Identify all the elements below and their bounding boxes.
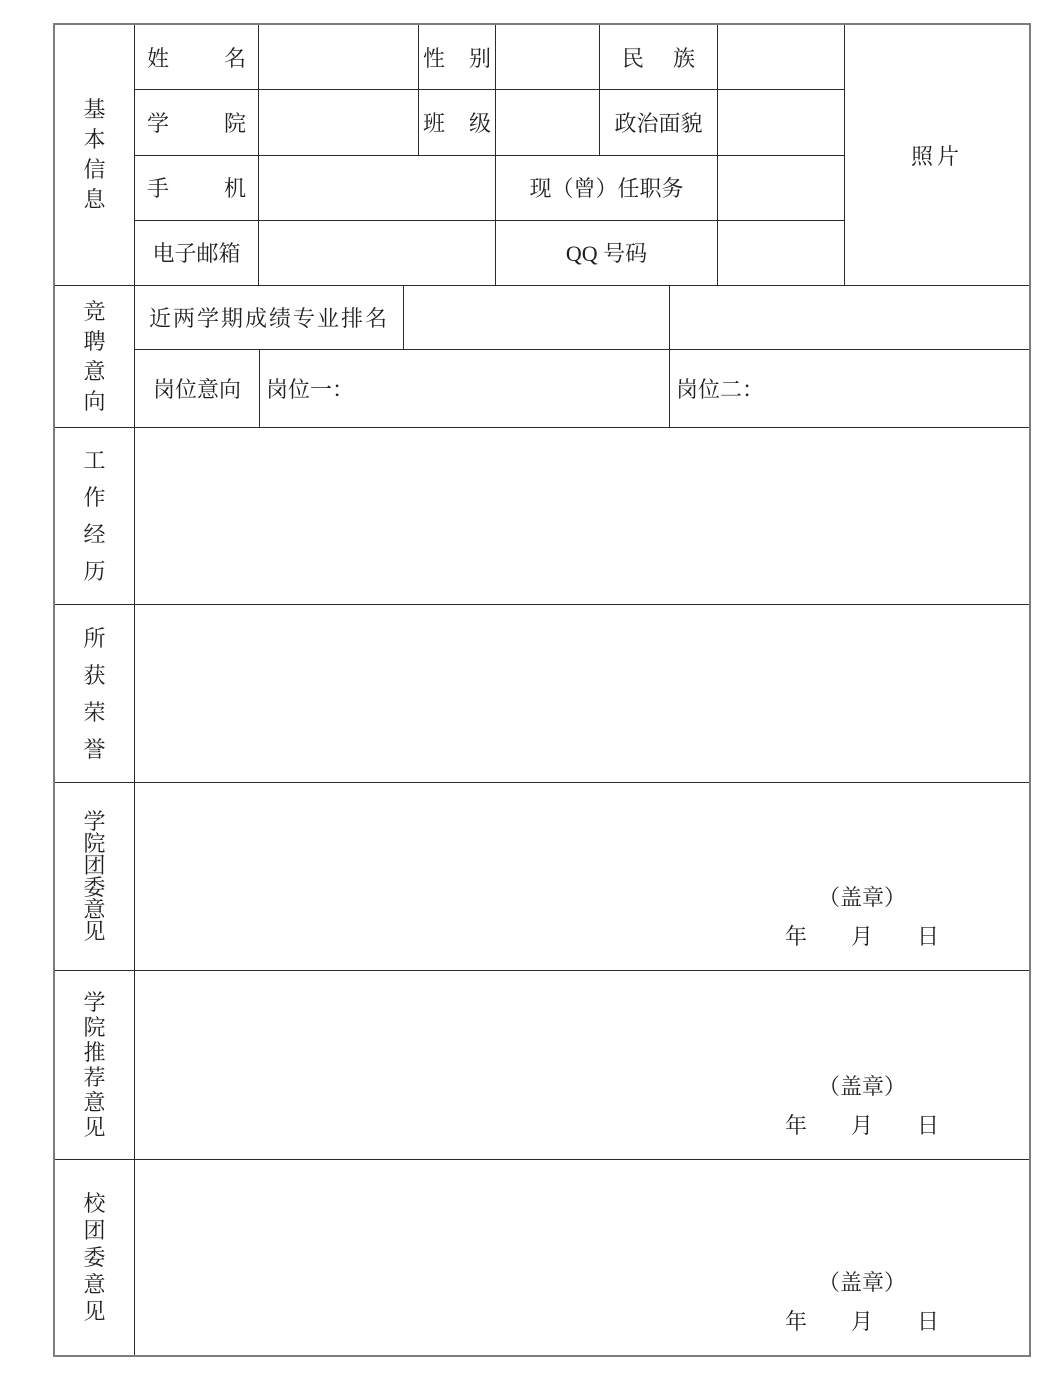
recommend-section-label: 学院推荐意见	[55, 971, 135, 1159]
ranking-field[interactable]	[404, 286, 670, 349]
position2-field[interactable]: 岗位二：	[676, 377, 765, 402]
basic-info-section-label: 基本信息	[55, 25, 135, 285]
recommend-stamp-block	[785, 1067, 939, 1145]
ranking-label: 近两学期成绩专业排名	[135, 286, 404, 349]
league-opinion-area[interactable]	[135, 783, 1029, 970]
college-label: 学院	[135, 90, 259, 154]
name-field[interactable]	[259, 25, 419, 89]
seal-label: （盖章）	[817, 885, 906, 910]
basic-info-grid	[135, 25, 844, 285]
current-position-label: 现（曾）任职务	[496, 156, 718, 220]
basic-row-4	[135, 221, 844, 285]
recommend-opinion-area[interactable]	[135, 971, 1029, 1159]
league-stamp-block	[785, 878, 939, 956]
basic-row-2	[135, 90, 844, 155]
date-label: 年 月 日	[784, 924, 939, 949]
photo-cell[interactable]	[844, 25, 1029, 285]
college-field[interactable]	[259, 90, 419, 154]
gender-field[interactable]	[496, 25, 600, 89]
photo-label: 照片	[910, 143, 963, 169]
honors-area[interactable]	[135, 605, 1029, 782]
email-field[interactable]	[259, 221, 496, 285]
name-label: 姓名	[135, 25, 259, 89]
current-position-field[interactable]	[718, 156, 844, 220]
email-label: 电子邮箱	[135, 221, 259, 285]
seal-label: （盖章）	[817, 1074, 906, 1099]
position-intent-label: 岗位意向	[135, 350, 260, 427]
section-work-experience	[55, 427, 1029, 604]
application-form-table	[53, 23, 1031, 1357]
mobile-field[interactable]	[259, 156, 496, 220]
section-college-recommendation	[55, 970, 1029, 1159]
section-basic-info	[55, 25, 1029, 285]
mobile-label: 手机	[135, 156, 259, 220]
political-status-field[interactable]	[718, 90, 844, 154]
intent-section-label: 竞聘意向	[55, 286, 135, 427]
ranking-row	[135, 286, 1029, 350]
section-application-intent	[55, 285, 1029, 427]
date-label: 年 月 日	[784, 1309, 939, 1334]
position-row	[135, 350, 1029, 427]
school-opinion-area[interactable]	[135, 1160, 1029, 1355]
section-honors	[55, 604, 1029, 782]
class-field[interactable]	[496, 90, 600, 154]
basic-row-3	[135, 156, 844, 221]
ranking-extra-field[interactable]	[670, 286, 1029, 349]
work-section-label: 工作经历	[55, 428, 135, 604]
position1-field[interactable]: 岗位一：	[260, 350, 670, 427]
date-label: 年 月 日	[784, 1113, 939, 1138]
ethnicity-field[interactable]	[718, 25, 844, 89]
section-league-committee-opinion	[55, 782, 1029, 970]
section-school-league-opinion	[55, 1159, 1029, 1355]
ethnicity-label: 民族	[600, 25, 718, 89]
political-status-label: 政治面貌	[600, 90, 718, 154]
school-stamp-block	[785, 1263, 939, 1341]
intent-grid	[135, 286, 1029, 427]
qq-number-label: QQ 号码	[496, 221, 718, 285]
honors-section-label: 所获荣誉	[55, 605, 135, 782]
school-section-label: 校团委意见	[55, 1160, 135, 1355]
seal-label: （盖章）	[817, 1270, 906, 1295]
league-section-label: 学院团委意见	[55, 783, 135, 970]
qq-number-field[interactable]	[718, 221, 844, 285]
work-experience-area[interactable]	[135, 428, 1029, 604]
basic-row-1	[135, 25, 844, 90]
class-label: 班级	[419, 90, 496, 154]
gender-label: 性别	[419, 25, 496, 89]
